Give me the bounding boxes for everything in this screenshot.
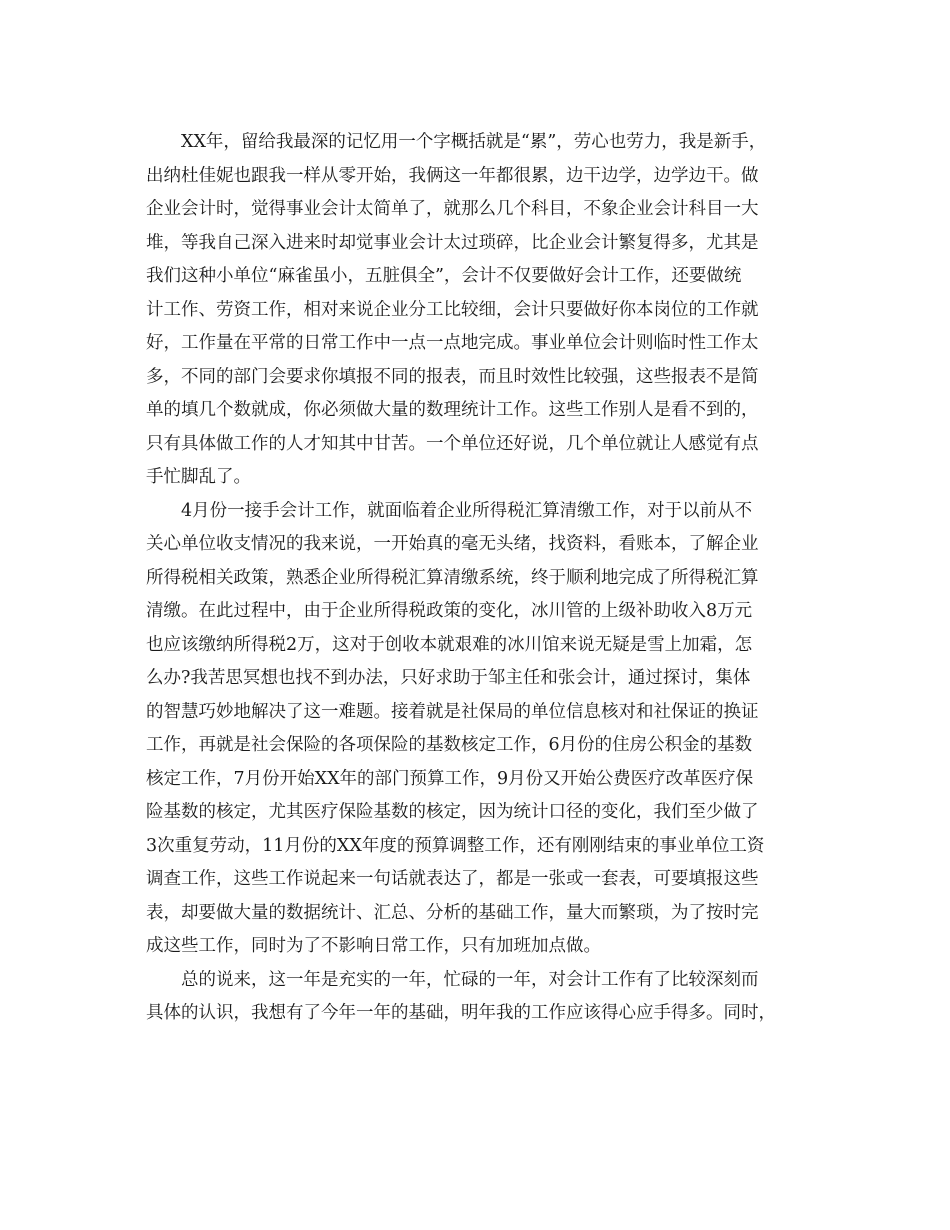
text-line: 具体的认识，我想有了今年一年的基础，明年我的工作应该得心应手得多。同时， [146,1003,776,1023]
text-line: 险基数的核定，尤其医疗保险基数的核定，因为统计口径的变化，我们至少做了 [146,802,759,822]
text-line: 调查工作，这些工作说起来一句话就表达了，都是一张或一套表，可要填报这些 [146,869,759,889]
text-line: 成这些工作，同时为了不影响日常工作，只有加班加点做。 [146,936,601,956]
text-line: 只有具体做工作的人才知其中甘苦。一个单位还好说，几个单位就让人感觉有点 [146,433,759,454]
text-line: 么办?我苦思冥想也找不到办法，只好求助于邹主任和张会计，通过探讨，集体 [146,668,751,688]
text-line: XX年，留给我最深的记忆用一个字概括就是“累”，劳心也劳力，我是新手， [181,132,767,152]
text-line: 我们这种小单位“麻雀虽小，五脏俱全”，会计不仅要做好会计工作，还要做统 [146,266,742,286]
text-line: 计工作、劳资工作，相对来说企业分工比较细，会计只要做好你本岗位的工作就 [146,299,759,320]
paragraph-3 [146,964,811,1031]
paragraph-1 [146,126,811,495]
text-line: 企业会计时，觉得事业会计太简单了，就那么几个科目，不象企业会计科目一大 [146,199,759,219]
text-line: 总的说来，这一年是充实的一年，忙碌的一年，对会计工作有了比较深刻而 [181,969,759,990]
paragraph-2 [146,495,811,964]
text-line: 单的填几个数就成，你必须做大量的数理统计工作。这些工作别人是看不到的， [146,400,759,420]
text-line: 也应该缴纳所得税2万，这对于创收本就艰难的冰川馆来说无疑是雪上加霜，怎 [146,634,753,655]
text-line: 清缴。在此过程中，由于企业所得税政策的变化，冰川管的上级补助收入8万元 [146,601,753,621]
text-line: 核定工作，7月份开始XX年的部门预算工作，9月份又开始公费医疗改革医疗保 [146,768,754,789]
text-line: 好，工作量在平常的日常工作中一点一点地完成。事业单位会计则临时性工作太 [146,333,759,353]
document-body [146,126,811,1031]
text-line: 工作，再就是社会保险的各项保险的基数核定工作，6月份的住房公积金的基数 [146,735,753,755]
text-line: 表，却要做大量的数据统计、汇总、分析的基础工作，量大而繁琐，为了按时完 [146,902,759,923]
text-line: 多，不同的部门会要求你填报不同的报表，而且时效性比较强，这些报表不是简 [146,366,759,387]
text-line: 堆，等我自己深入进来时却觉事业会计太过琐碎，比企业会计繁复得多，尤其是 [146,232,759,253]
text-line: 的智慧巧妙地解决了这一难题。接着就是社保局的单位信息核对和社保证的换证 [146,701,759,722]
text-line: 出纳杜佳妮也跟我一样从零开始，我俩这一年都很累，边干边学，边学边干。做 [146,165,759,186]
text-line: 关心单位收支情况的我来说，一开始真的毫无头绪，找资料，看账本，了解企业 [146,534,759,554]
text-line: 手忙脚乱了。 [146,467,251,487]
text-line: 所得税相关政策，熟悉企业所得税汇算清缴系统，终于顺利地完成了所得税汇算 [146,567,759,588]
text-line: 4月份一接手会计工作，就面临着企业所得税汇算清缴工作，对于以前从不 [181,500,753,521]
text-line: 3次重复劳动，11月份的XX年度的预算调整工作，还有刚刚结束的事业单位工资 [146,835,765,856]
